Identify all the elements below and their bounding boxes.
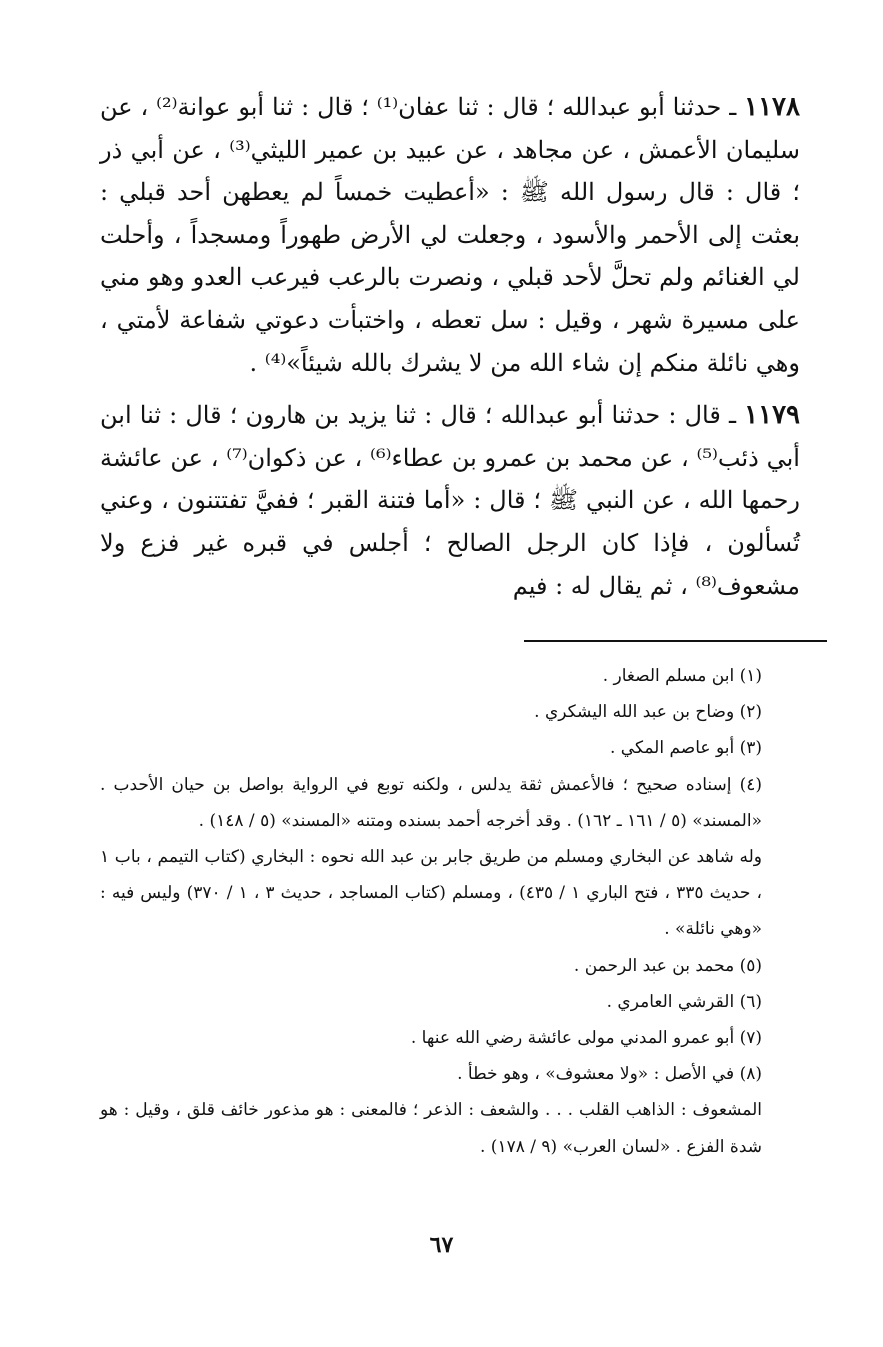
hadith-text: ـ قال : حدثنا أبو عبدالله ؛ قال : ثنا يزيد بن هارون ؛ قال : ثنا ابن أبي ذئب⁽⁵⁾ ، عن محمد بن عمرو بن عطاء⁽⁶⁾ ، عن ذكوان⁽⁷⁾ ، عن عائشة رحمها الله ، عن النبي ﷺ ؛ قال : «أما فتنة القبر ؛ ففيَّ تفتتنون ، وعني تُسألون ، فإذا كان الرجل الصالح ؛ أجلس في قبره غير فزع ولا مشعوف⁽⁸⁾ ، ثم يقال له : فيم xyxy=(100,401,800,600)
hadith-text: ـ حدثنا أبو عبدالله ؛ قال : ثنا عفان⁽¹⁾ ؛ قال : ثنا أبو عوانة⁽²⁾ ، عن سليمان الأعمش ، عن مجاهد ، عن عبيد بن عمير الليثي⁽³⁾ ، عن أبي ذر ؛ قال : قال رسول الله ﷺ : «أعطيت خمساً لم يعطهن أحد قبلي : بعثت إلى الأحمر والأسود ، وجعلت لي الأرض طهوراً ومسجداً ، وأحلت لي الغنائم ولم تحلَّ لأحد قبلي ، ونصرت بالرعب فيرعب العدو وهو مني على مسيرة شهر ، وقيل : سل تعطه ، واختبأت دعوتي شفاعة لأمتي ، وهي نائلة منكم إن شاء الله من لا يشرك بالله شيئاً»⁽⁴⁾ . xyxy=(100,93,800,377)
hadith-1178 xyxy=(100,86,800,384)
main-text xyxy=(100,86,800,617)
hadith-1179 xyxy=(100,394,800,607)
footnote-separator xyxy=(524,640,827,642)
hadith-number: ١١٧٩ xyxy=(744,400,800,431)
footnote-3: (٣) أبو عاصم المكي . xyxy=(609,738,762,759)
footnote-8: (٨) في الأصل : «ولا معشوف» ، وهو خطأ . xyxy=(457,1064,762,1085)
footnote-1: (١) ابن مسلم الصغار . xyxy=(602,666,762,686)
footnote-8-continued: المشعوف : الذاهب القلب . . . والشعف : الذعر ؛ فالمعنى : هو مذعور خائف قلق ، وقيل : هو شدة الفزع . «لسان العرب» (٩ / ١٧٨) . xyxy=(100,1100,762,1157)
footnote-2: (٢) وضاح بن عبد الله اليشكري . xyxy=(534,702,762,723)
footnote-6: (٦) القرشي العامري . xyxy=(606,991,762,1012)
footnotes xyxy=(100,658,810,1165)
page-number: ٦٧ xyxy=(429,1232,454,1258)
hadith-number: ١١٧٨ xyxy=(744,92,800,122)
footnote-4-continued: وله شاهد عن البخاري ومسلم من طريق جابر بن عبد الله نحوه : البخاري (كتاب التيمم ، باب ١ ، حديث ٣٣٥ ، فتح الباري ١ / ٤٣٥) ، ومسلم (كتاب المساجد ، حديث ٣ ، ١ / ٣٧٠) وليس فيه : «وهي نائلة» . xyxy=(100,847,763,940)
footnote-7: (٧) أبو عمرو المدني مولى عائشة رضي الله عنها . xyxy=(410,1028,762,1049)
footnote-4: (٤) إسناده صحيح ؛ فالأعمش ثقة يدلس ، ولكنه توبع في الرواية بواصل بن حيان الأحدب . «المسند» (٥ / ١٦١ ـ ١٦٢) . وقد أخرجه أحمد بسنده ومتنه «المسند» (٥ / ١٤٨) . xyxy=(100,774,762,831)
footnote-5: (٥) محمد بن عبد الرحمن . xyxy=(573,955,762,976)
